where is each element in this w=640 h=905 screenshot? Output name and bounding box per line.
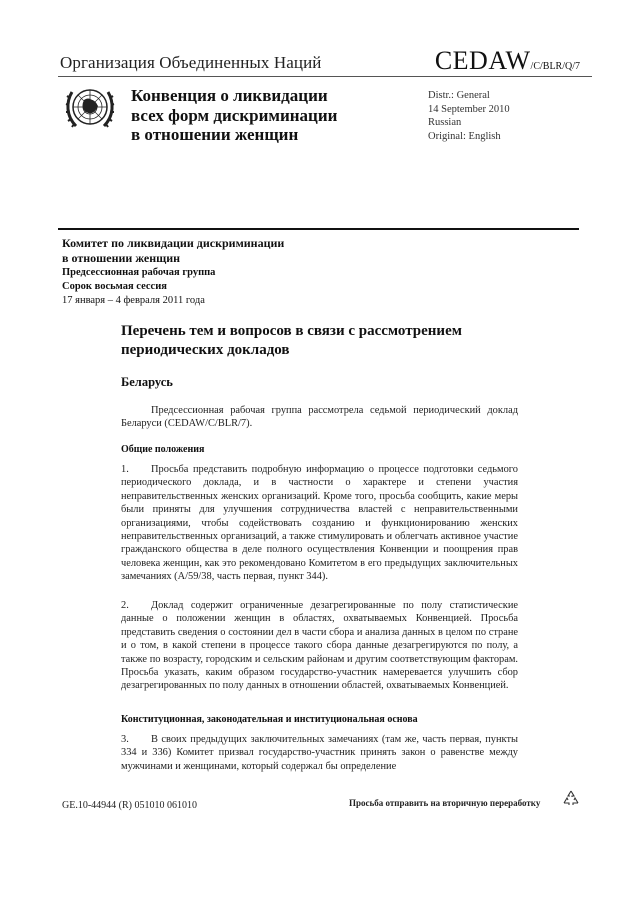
paragraph <box>121 599 518 693</box>
intro-text: Предсессионная рабочая группа рассмотрела седьмой периодический доклад Беларуси (CEDAW/C/BLR/7). <box>121 405 518 430</box>
distribution-block <box>428 89 510 143</box>
convention-title <box>131 86 337 145</box>
committee-block <box>62 236 284 308</box>
job-code: GE.10-44944 (R) 051010 061010 <box>62 800 197 811</box>
convention-title-line: всех форм дискриминации <box>131 105 338 125</box>
country-heading: Беларусь <box>121 375 173 389</box>
document-title-line: периодических докладов <box>121 342 290 358</box>
paragraph <box>121 463 518 584</box>
un-emblem-icon <box>64 82 116 132</box>
symbol-suffix: /C/BLR/Q/7 <box>530 61 580 72</box>
document-title <box>121 322 541 360</box>
paragraph-number: 1. <box>121 464 129 475</box>
session-dates: 17 января – 4 февраля 2011 года <box>62 295 205 306</box>
distribution-language: Russian <box>428 117 462 128</box>
section-heading: Общие положения <box>121 444 205 455</box>
distribution-date: 14 September 2010 <box>428 103 510 115</box>
document-title-line: Перечень тем и вопросов в связи с рассмотрением <box>121 323 462 339</box>
paragraph <box>121 733 518 773</box>
committee-title-line: в отношении женщин <box>62 251 181 265</box>
paragraph-text: В своих предыдущих заключительных замечаниях (там же, часть первая, пункты 334 и 336) Комитет призвал государство-участник принять закон о равенстве между мужчинами и женщинами, который содержал бы определение <box>121 734 518 772</box>
working-group: Предсессионная рабочая группа <box>62 267 216 278</box>
paragraph-text: Доклад содержит ограниченные дезагрегированные по полу статистические данные о положении женщин в областях, охватываемых Конвенцией. Просьба представить сведения о состоянии дел в части сбора и анализа данных в целом по стране и о том, в какой степени в процессе такого сбора данные дезагрегируются по полу, а также по возрасту, городским и сельским районам и другим соответствующим факторам. Просьба указать, каким образом государство-участник намеревается улучшить сбор дезагрегированных по полу данных в отношении областей, охватываемых Конвенцией. <box>121 600 518 692</box>
paragraph-number: 2. <box>121 600 129 611</box>
header-rule <box>58 76 592 77</box>
committee-title-line: Комитет по ликвидации дискриминации <box>62 236 285 250</box>
distribution-type: Distr.: General <box>428 90 490 101</box>
intro-paragraph <box>121 404 518 431</box>
organization-name: Организация Объединенных Наций <box>60 53 322 72</box>
symbol-main: CEDAW <box>434 46 531 75</box>
document-symbol <box>435 46 580 76</box>
paragraph-number: 3. <box>121 734 129 745</box>
convention-title-line: в отношении женщин <box>131 125 299 144</box>
recycle-notice: Просьба отправить на вторичную переработку <box>349 798 541 808</box>
paragraph-text: Просьба представить подробную информацию о процессе подготовки седьмого периодического доклада, и в частности о характере и степени участия неправительственных женских организаций. Кроме того, просьба сообщить, какие меры были приняты для улучшения сотрудничества властей с неправительственными организациями, чтобы содействовать созданию и функционированию женских неправительственных организаций, а также стимулировать и облегчать активное участие гражданского общества в деле полного осуществления Конвенции и поощрения прав человека женщин, как это рекомендовано Комитетом в его предыдущих заключительных замечаниях (A/59/38, часть первая, пункт 344). <box>121 464 518 583</box>
recycle-icon <box>561 789 581 809</box>
section-heading: Конституционная, законодательная и институциональная основа <box>121 714 418 725</box>
section-rule <box>58 228 579 230</box>
distribution-original: Original: English <box>428 130 501 142</box>
convention-title-line: Конвенция о ликвидации <box>131 86 328 105</box>
session: Сорок восьмая сессия <box>62 281 167 292</box>
